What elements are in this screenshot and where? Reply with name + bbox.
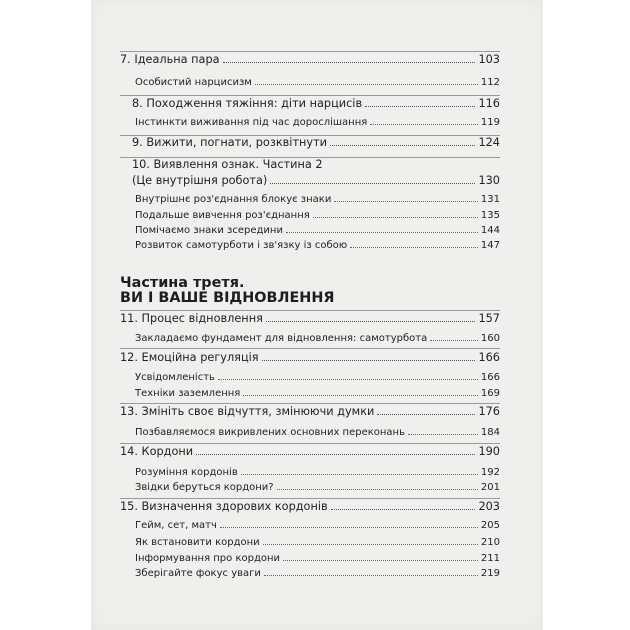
toc-entry-page: 192 [480, 467, 500, 478]
toc-entry-title: Помічаємо знаки зсередини [135, 225, 283, 236]
toc-entry-title: Інстинкти виживання під час дорослішання [135, 117, 368, 128]
divider [120, 310, 500, 311]
dot-leader [266, 320, 476, 322]
toc-entry-page: 130 [478, 174, 500, 187]
toc-entry-page: 169 [480, 388, 500, 399]
toc-entry[interactable] [120, 312, 500, 325]
dot-leader [262, 359, 476, 361]
toc-entry-title: Звідки беруться кордони? [135, 482, 274, 493]
toc-subentry[interactable] [120, 553, 500, 564]
toc-subentry[interactable] [120, 537, 500, 548]
toc-subentry[interactable] [120, 333, 500, 344]
toc-subentry[interactable] [120, 427, 500, 438]
toc-subentry[interactable] [120, 194, 500, 205]
toc-entry-page: 124 [478, 136, 500, 149]
toc-entry-title: Особистий нарцисизм [135, 77, 252, 88]
toc-subentry[interactable] [120, 568, 500, 579]
toc-entry-title: Усвідомленість [135, 372, 215, 383]
dot-leader [270, 182, 475, 184]
divider [120, 403, 500, 404]
dot-leader [286, 231, 478, 233]
toc-entry-title: 9. Вижити, погнати, розквітнути [132, 136, 328, 149]
toc-entry[interactable] [120, 405, 500, 418]
dot-leader [430, 339, 478, 341]
toc-entry-title: Інформування про кордони [135, 553, 281, 564]
dot-leader [283, 559, 478, 561]
toc-subentry[interactable] [120, 372, 500, 383]
dot-leader [313, 216, 478, 218]
toc-entry-title: Гейм, сет, матч [135, 520, 217, 531]
toc-entry-page: 166 [480, 372, 500, 383]
toc-entry-page: 147 [480, 240, 500, 251]
toc-entry-title: Розуміння кордонів [135, 467, 238, 478]
toc-entry-continuation[interactable] [120, 174, 500, 187]
dot-leader [277, 488, 478, 490]
toc-subentry[interactable] [120, 467, 500, 478]
toc-entry-title: Закладаємо фундамент для відновлення: самотурбота [135, 333, 428, 344]
toc-subentry[interactable] [120, 520, 500, 531]
toc-entry-page: 103 [478, 53, 500, 66]
toc-entry-page: 157 [478, 312, 500, 325]
divider [120, 498, 500, 499]
toc-subentry[interactable] [120, 117, 500, 128]
toc-entry[interactable] [120, 136, 500, 149]
dot-leader [377, 413, 475, 415]
dot-leader [223, 61, 476, 63]
toc-entry[interactable] [120, 500, 500, 513]
dot-leader [350, 246, 478, 248]
dot-leader [365, 105, 475, 107]
dot-leader [334, 200, 478, 202]
toc-entry-page: 116 [478, 97, 500, 110]
toc-entry-page: 190 [478, 445, 500, 458]
toc-entry-page: 144 [480, 225, 500, 236]
dot-leader [255, 83, 478, 85]
toc-subentry[interactable] [120, 225, 500, 236]
toc-entry-title: Як встановити кордони [135, 537, 260, 548]
toc-entry-page: 205 [480, 520, 500, 531]
toc-entry[interactable] [120, 351, 500, 364]
toc-entry-page: 166 [478, 351, 500, 364]
book-page [91, 0, 543, 630]
toc-entry[interactable] [120, 445, 500, 458]
toc-entry-page: 119 [480, 117, 500, 128]
dot-leader [220, 526, 478, 528]
dot-leader [243, 394, 478, 396]
toc-entry-title: (Це внутрішня робота) [132, 174, 268, 187]
toc-entry-title: Позбавляємося викривлених основних переконань [135, 427, 405, 438]
toc-entry-title: 14. Кордони [120, 445, 194, 458]
dot-leader [408, 433, 478, 435]
toc-entry-title: Розвиток самотурботи і зв'язку із собою [135, 240, 348, 251]
toc-entry-title: 10. Виявлення ознак. Частина 2 [132, 158, 323, 171]
toc-entry-title: Зберігайте фокус уваги [135, 568, 261, 579]
toc-entry-title: 12. Емоційна регуляція [120, 351, 259, 364]
dot-leader [264, 574, 478, 576]
toc-entry-page: 112 [480, 77, 500, 88]
toc-entry-page: 219 [480, 568, 500, 579]
toc-entry-page: 131 [480, 194, 500, 205]
toc-entry[interactable] [120, 97, 500, 110]
dot-leader [330, 144, 475, 146]
toc-subentry[interactable] [120, 388, 500, 399]
toc-subentry[interactable] [120, 482, 500, 493]
toc-entry-page: 210 [480, 537, 500, 548]
toc-subentry[interactable] [120, 240, 500, 251]
dot-leader [218, 378, 478, 380]
dot-leader [241, 473, 478, 475]
dot-leader [263, 543, 478, 545]
toc-entry-title: Техніки заземлення [135, 388, 241, 399]
toc-entry-page: 203 [478, 500, 500, 513]
toc-entry-page: 201 [480, 482, 500, 493]
dot-leader [331, 508, 476, 510]
toc-entry-title: 15. Визначення здорових кордонів [120, 500, 328, 513]
toc-entry-title: 7. Ідеальна пара [120, 53, 220, 66]
toc-entry-page: 211 [480, 553, 500, 564]
dot-leader [370, 123, 478, 125]
toc-entry-page: 160 [480, 333, 500, 344]
toc-entry-title: 13. Змініть своє відчуття, змінюючи думки [120, 405, 375, 418]
dot-leader [196, 453, 475, 455]
part-subheading: ВИ І ВАШЕ ВІДНОВЛЕННЯ [120, 290, 335, 306]
divider [120, 443, 500, 444]
toc-entry-title: 11. Процес відновлення [120, 312, 263, 325]
toc-entry-page: 184 [480, 427, 500, 438]
toc-entry-title: Подальше вивчення роз'єднання [135, 210, 310, 221]
toc-subentry[interactable] [120, 77, 500, 88]
toc-entry-title: Внутрішнє роз'єднання блокує знаки [135, 194, 332, 205]
part-heading: Частина третя. [120, 275, 245, 291]
toc-entry-page: 135 [480, 210, 500, 221]
divider [120, 348, 500, 349]
divider [120, 95, 500, 96]
divider [120, 51, 500, 52]
toc-entry-page: 176 [478, 405, 500, 418]
toc-entry-title: 8. Походження тяжіння: діти нарцисів [132, 97, 363, 110]
toc-entry[interactable] [120, 53, 500, 66]
toc-entry[interactable] [120, 158, 500, 171]
toc-subentry[interactable] [120, 210, 500, 221]
